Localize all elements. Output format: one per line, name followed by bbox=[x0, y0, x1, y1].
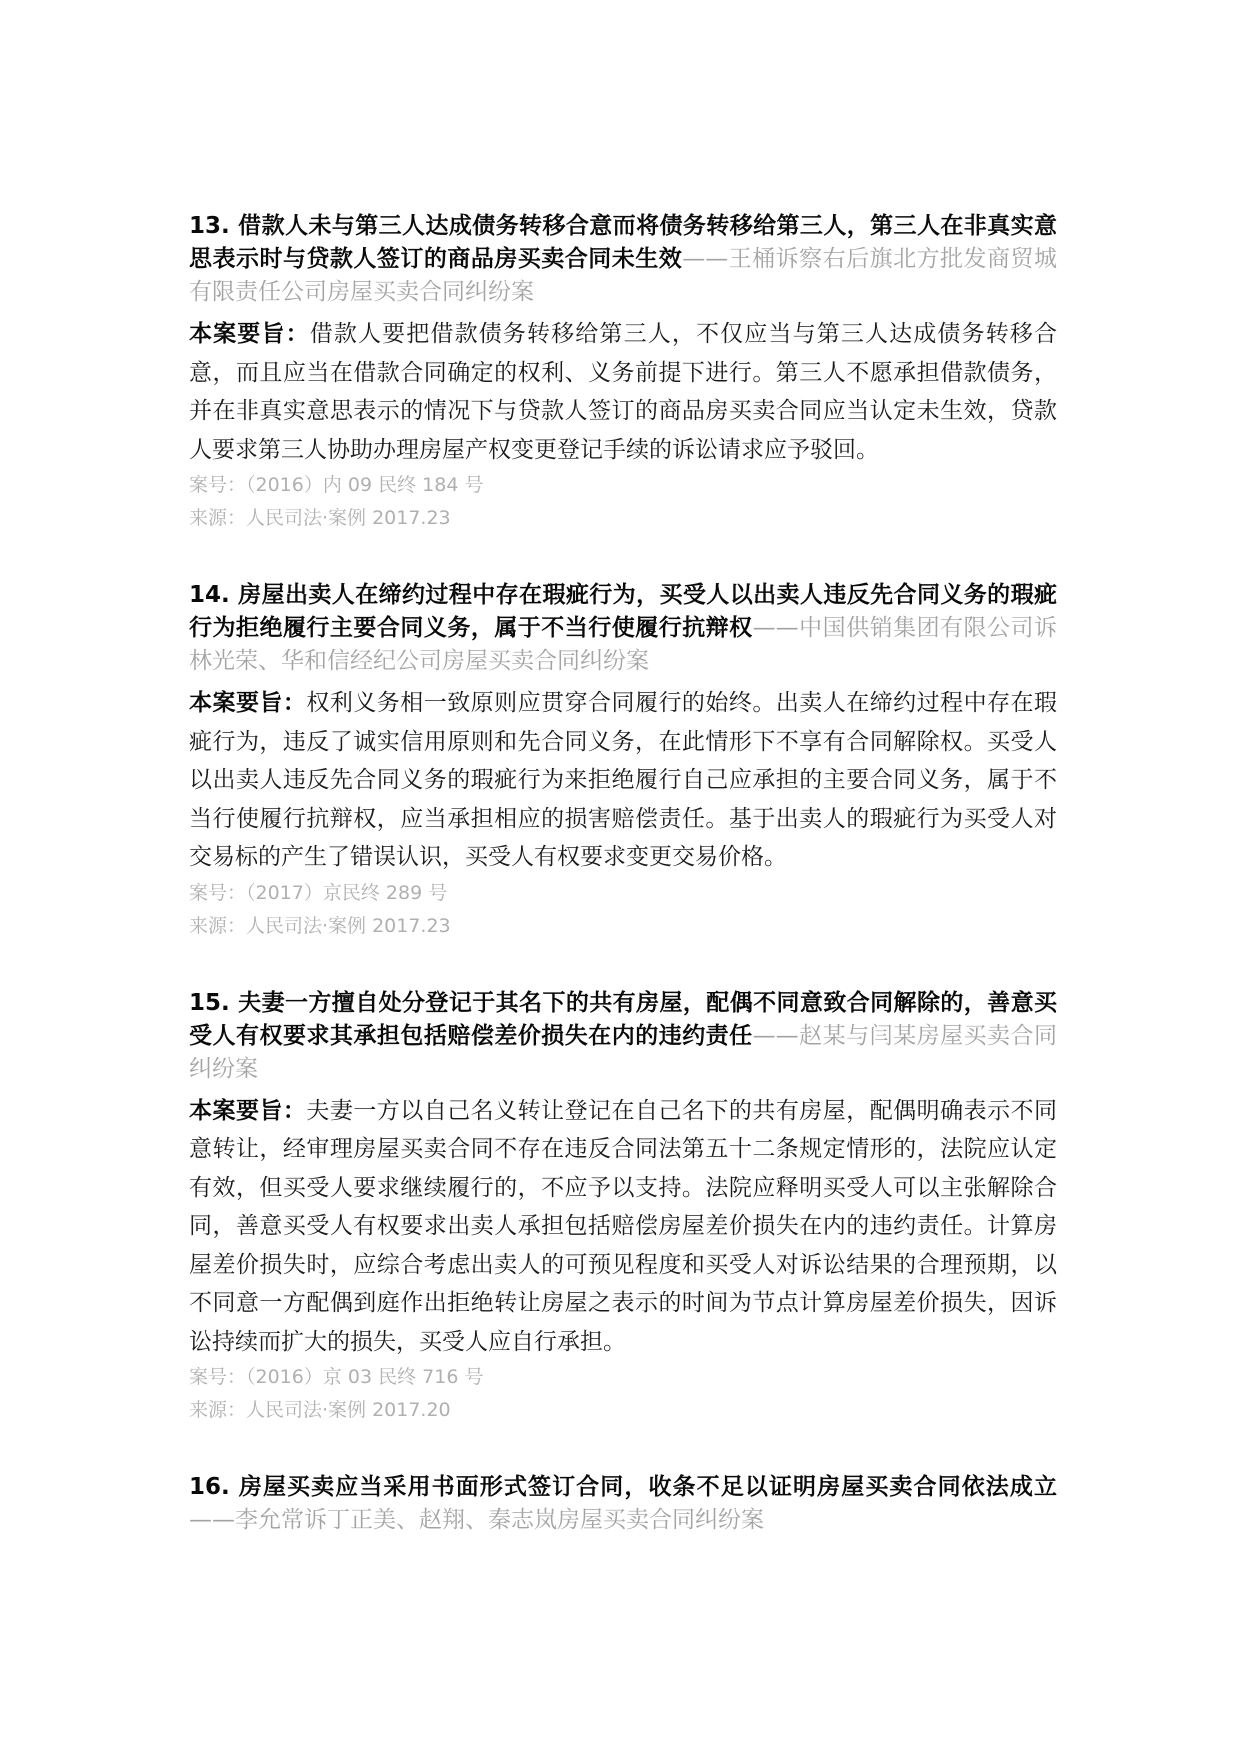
case-source: 来源：人民司法·案例 2017.23 bbox=[189, 914, 451, 937]
case-summary bbox=[189, 1092, 1057, 1362]
case-party: ——中国供销集团有限公司诉林光荣、华和信经纪公司房屋买卖合同纠纷案 bbox=[189, 615, 1058, 674]
case-title: 14. 房屋出卖人在缔约过程中存在瑕疵行为，买受人以出卖人违反先合同义务的瑕疵行为拒绝履行主要合同义务，属于不当行使履行抗辩权 bbox=[189, 582, 1057, 641]
case-summary bbox=[189, 315, 1057, 469]
case-number: 案号：（2016）京 03 民终 716 号 bbox=[189, 1366, 484, 1388]
case-source: 来源：人民司法·案例 2017.23 bbox=[189, 507, 451, 529]
case-title: 15. 夫妻一方擅自处分登记于其名下的共有房屋，配偶不同意致合同解除的，善意买受人有权要求其承担包括赔偿差价损失在内的违约责任 bbox=[189, 989, 1057, 1049]
case-title: 16. 房屋买卖应当采用书面形式签订合同，收条不足以证明房屋买卖合同依法成立 bbox=[189, 1474, 1057, 1500]
case-entry-15 bbox=[189, 987, 1057, 1428]
case-heading bbox=[189, 210, 1057, 309]
case-heading bbox=[189, 987, 1057, 1086]
case-summary bbox=[189, 684, 1057, 877]
case-heading bbox=[189, 1471, 1057, 1537]
summary-text: 借款人要把借款债务转移给第三人，不仅应当与第三人达成债务转移合意，而且应当在借款合同确定的权利、义务前提下进行。第三人不愿承担借款债务，并在非真实意思表示的情况下与贷款人签订的商品房买卖合同应当认定未生效，贷款人要求第三人协助办理房屋产权变更登记手续的诉讼请求应予驳回。 bbox=[189, 321, 1058, 463]
case-entry-16 bbox=[189, 1471, 1057, 1537]
summary-label: 本案要旨： bbox=[189, 1097, 307, 1124]
case-title: 13. 借款人未与第三人达成债务转移合意而将债务转移给第三人，第三人在非真实意思表示时与贷款人签订的商品房买卖合同未生效 bbox=[189, 213, 1057, 272]
case-party: ——王桶诉察右后旗北方批发商贸城有限责任公司房屋买卖合同纠纷案 bbox=[189, 246, 1058, 305]
summary-text: 夫妻一方以自己名义转让登记在自己名下的共有房屋，配偶明确表示不同意转让，经审理房屋买卖合同不存在违反合同法第五十二条规定情形的，法院应认定有效，但买受人要求继续履行的，不应予以支持。法院应释明买受人可以主张解除合同，善意买受人有权要求出卖人承担包括赔偿房屋差价损失在内的违约责任。计算房屋差价损失时，应综合考虑出卖人的可预见程度和买受人对诉讼结果的合理预期，以不同意一方配偶到庭作出拒绝转让房屋之表示的时间为节点计算房屋差价损失，因诉讼持续而扩大的损失，买受人应自行承担。 bbox=[189, 1097, 1058, 1355]
case-number: 案号：（2017）京民终 289 号 bbox=[189, 881, 448, 904]
summary-label: 本案要旨： bbox=[189, 690, 307, 716]
case-heading bbox=[189, 579, 1057, 678]
document-page bbox=[189, 210, 1057, 1581]
case-entry-13 bbox=[189, 210, 1057, 535]
case-party: ——李允常诉丁正美、赵翔、秦志岚房屋买卖合同纠纷案 bbox=[189, 1507, 764, 1533]
case-source: 来源：人民司法·案例 2017.20 bbox=[189, 1399, 451, 1421]
case-number: 案号：（2016）内 09 民终 184 号 bbox=[189, 474, 484, 496]
summary-label: 本案要旨： bbox=[189, 321, 310, 347]
case-party: ——赵某与闫某房屋买卖合同纠纷案 bbox=[189, 1022, 1058, 1082]
summary-text: 权利义务相一致原则应贯穿合同履行的始终。出卖人在缔约过程中存在瑕疵行为，违反了诚实信用原则和先合同义务，在此情形下不享有合同解除权。买受人以出卖人违反先合同义务的瑕疵行为来拒绝履行自己应承担的主要合同义务，属于不当行使履行抗辩权，应当承担相应的损害赔偿责任。基于出卖人的瑕疵行为买受人对交易标的产生了错误认识，买受人有权要求变更交易价格。 bbox=[189, 690, 1058, 870]
case-entry-14 bbox=[189, 579, 1057, 943]
